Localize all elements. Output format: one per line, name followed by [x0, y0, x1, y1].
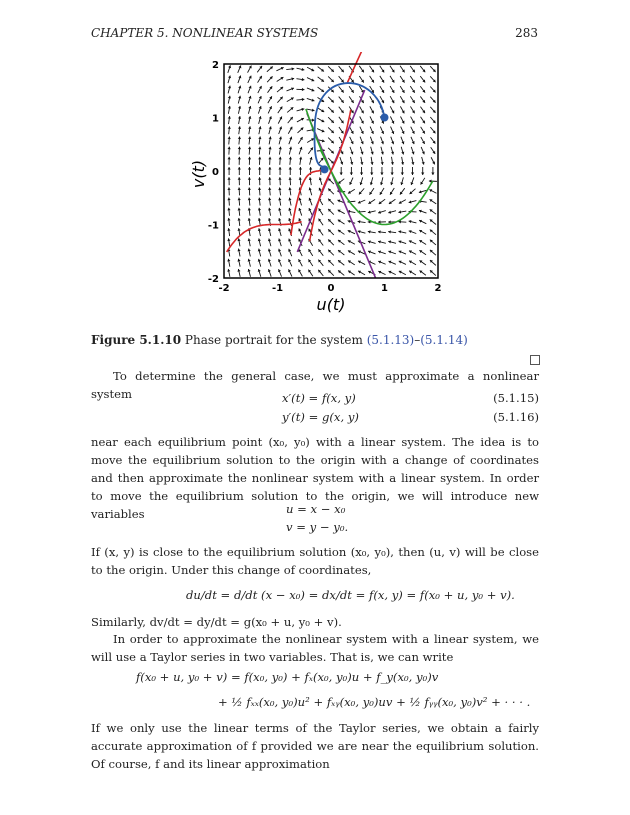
field-arrowhead [391, 173, 394, 176]
paragraph-5: In order to approximate the nonlinear system with a linear system, we will use a Taylor series in two variables. That is, we can write [91, 632, 539, 664]
field-arrowhead [258, 249, 261, 252]
x-tick-label: 2 [434, 283, 442, 294]
y-tick-label: 2 [212, 60, 219, 71]
field-arrowhead [227, 228, 230, 231]
y-tick-label: 1 [212, 113, 219, 125]
field-arrowhead [278, 218, 281, 221]
x-axis-label: u(t) [316, 295, 346, 314]
field-arrowhead [258, 157, 261, 160]
field-arrowhead [227, 208, 230, 211]
field-arrowhead [258, 238, 261, 241]
field-arrowhead [248, 187, 251, 190]
paragraph-3: If (x, y) is close to the equilibrium solution (x₀, y₀), then (u, v) will be close to the origin. Under this change of coordinates, [91, 545, 539, 577]
field-arrowhead [227, 218, 230, 221]
equation-5-1-16: y′(t) = g(x, y) [282, 410, 359, 424]
field-arrowhead [378, 240, 381, 243]
equation-u: u = x − x₀ [286, 502, 346, 516]
equation-v: v = y − y₀. [286, 520, 349, 534]
field-arrowhead [411, 173, 414, 176]
equation-number-5-1-15: (5.1.15) [493, 391, 539, 405]
field-arrowhead [378, 230, 381, 233]
paragraph-4: Similarly, dv/dt = dy/dt = g(x₀ + u, y₀ + v). [91, 615, 342, 629]
field-arrowhead [248, 157, 251, 160]
field-arrowhead [228, 147, 231, 150]
phase-portrait-figure [180, 52, 460, 324]
field-arrowhead [228, 86, 231, 89]
field-arrowhead [238, 198, 241, 201]
field-arrowhead [431, 173, 434, 176]
field-arrowhead [421, 173, 424, 176]
field-arrowhead [299, 167, 302, 170]
field-arrowhead [268, 167, 271, 170]
field-arrowhead [268, 187, 271, 190]
field-arrowhead [258, 187, 261, 190]
figure-label: Figure 5.1.10 [91, 333, 182, 347]
field-arrowhead [238, 187, 241, 190]
field-arrowhead [380, 173, 383, 176]
paragraph-1: To determine the general case, we must approximate a nonlinear system [91, 369, 539, 401]
field-arrowhead [238, 218, 241, 221]
field-arrowhead [268, 198, 271, 201]
running-header: CHAPTER 5. NONLINEAR SYSTEMS [91, 26, 319, 40]
field-arrowhead [401, 173, 404, 176]
field-arrowhead [238, 167, 241, 170]
field-arrowhead [309, 167, 312, 170]
field-arrowhead [238, 208, 241, 211]
field-arrowhead [279, 137, 282, 140]
equation-5-1-15: x′(t) = f(x, y) [282, 391, 356, 405]
field-arrowhead [268, 157, 271, 160]
field-arrowhead [340, 173, 343, 176]
curves [227, 52, 433, 278]
field-arrowhead [269, 126, 272, 129]
field-arrowhead [268, 238, 271, 241]
field-arrowhead [248, 167, 251, 170]
field-arrowhead [237, 269, 240, 272]
field-arrowhead [227, 187, 230, 190]
eq-ref-5-1-14[interactable]: (5.1.14) [420, 333, 468, 347]
paragraph-2: near each equilibrium point (x₀, y₀) with a linear system. The idea is to move the equilibrium solution to the origin with a change of coordinates and then approximate the nonlinear system with a linear system. In order to move the equilibrium solution to the origin, we will introduce new variables [91, 435, 539, 521]
field-arrowhead [409, 220, 412, 223]
field-arrowhead [248, 147, 251, 150]
field-arrowhead [368, 211, 371, 214]
field-arrowhead [227, 177, 230, 180]
field-arrowhead [238, 136, 241, 139]
field-arrowhead [350, 173, 353, 176]
field-arrowhead [278, 167, 281, 170]
field-arrowhead [238, 157, 241, 160]
field-arrowhead [350, 162, 353, 165]
field-arrowhead [400, 182, 403, 185]
field-arrowhead [248, 198, 251, 201]
caption-text: Phase portrait for the system [184, 333, 363, 347]
field-arrowhead [292, 67, 295, 70]
field-arrowhead [228, 136, 231, 139]
field-arrowhead [278, 177, 281, 180]
x-tick-label: -1 [271, 283, 284, 294]
field-arrowhead [268, 228, 271, 231]
field-arrowhead [360, 173, 363, 176]
field-arrowhead [258, 147, 261, 150]
equation-number-5-1-16: (5.1.16) [493, 410, 539, 424]
x-tick-label: 1 [381, 283, 388, 294]
field-arrowhead [268, 177, 271, 180]
field-arrowhead [227, 198, 230, 201]
end-of-example-box [530, 355, 540, 365]
field-arrowhead [248, 259, 251, 262]
field-arrowhead [248, 106, 251, 109]
field-arrowhead [302, 98, 305, 101]
y-tick-label: -1 [207, 220, 219, 232]
field-arrowhead [388, 240, 391, 243]
red-curve-left [227, 222, 302, 252]
y-axis-label: v(t) [189, 159, 208, 189]
field-arrowhead [238, 147, 241, 150]
field-arrowhead [258, 177, 261, 180]
field-arrowhead [380, 182, 383, 185]
field-arrowhead [370, 173, 373, 176]
field-arrowhead [289, 177, 292, 180]
page-number: 283 [515, 26, 538, 40]
field-arrowhead [288, 208, 291, 211]
x-tick-label: -2 [218, 283, 230, 294]
field-arrowhead [228, 157, 231, 160]
field-arrowhead [258, 167, 261, 170]
field-arrowhead [299, 177, 302, 180]
taylor-line-1: f(x₀ + u, y₀ + v) = f(x₀, y₀) + fₓ(x₀, y₀)u + f_y(x₀, y₀)v [136, 670, 439, 684]
field-arrowhead [259, 116, 262, 119]
field-arrowhead [248, 269, 251, 272]
equation-du-dt: du/dt = d/dt (x − x₀) = dx/dt = f(x, y) = f(x₀ + u, y₀ + v). [186, 588, 515, 602]
x-tick-label: 0 [327, 283, 335, 294]
caption-dash: – [414, 333, 421, 347]
field-arrowhead [429, 180, 432, 183]
field-arrowhead [268, 147, 271, 150]
field-arrowhead [322, 139, 325, 142]
vector-field-arrows [227, 65, 437, 277]
field-arrowhead [258, 198, 261, 201]
paragraph-6: If we only use the linear terms of the Taylor series, we obtain a fairly accurate approximation of f provided we are near the equilibrium solution. Of course, f and its linear approximation [91, 721, 539, 771]
field-arrowhead [302, 88, 305, 91]
red-curve-join [291, 170, 322, 235]
figure-caption [91, 333, 468, 347]
field-arrowhead [279, 157, 282, 160]
field-arrowhead [289, 167, 292, 170]
field-arrowhead [227, 167, 230, 170]
field-arrowhead [278, 187, 281, 190]
field-arrowhead [228, 126, 231, 129]
field-arrowhead [309, 157, 312, 160]
field-arrowhead [289, 157, 292, 160]
field-arrowhead [390, 182, 393, 185]
field-arrowhead [370, 182, 373, 185]
field-arrowhead [238, 96, 241, 99]
trajectory-end-dot [321, 165, 329, 173]
trajectory-start-dot [381, 114, 389, 122]
taylor-line-2: + ½ fₓₓ(x₀, y₀)u² + fₓᵧ(x₀, y₀)uv + ½ fᵧᵧ(x₀, y₀)v² + · · · . [218, 695, 531, 709]
field-arrowhead [238, 126, 241, 129]
field-arrowhead [248, 208, 251, 211]
y-tick-label: -2 [207, 274, 219, 285]
y-tick-label: 0 [212, 167, 219, 178]
field-arrowhead [248, 136, 251, 139]
field-arrowhead [409, 200, 412, 203]
eq-ref-5-1-13[interactable]: (5.1.13) [366, 333, 415, 347]
field-arrowhead [238, 177, 241, 180]
field-arrowhead [248, 177, 251, 180]
